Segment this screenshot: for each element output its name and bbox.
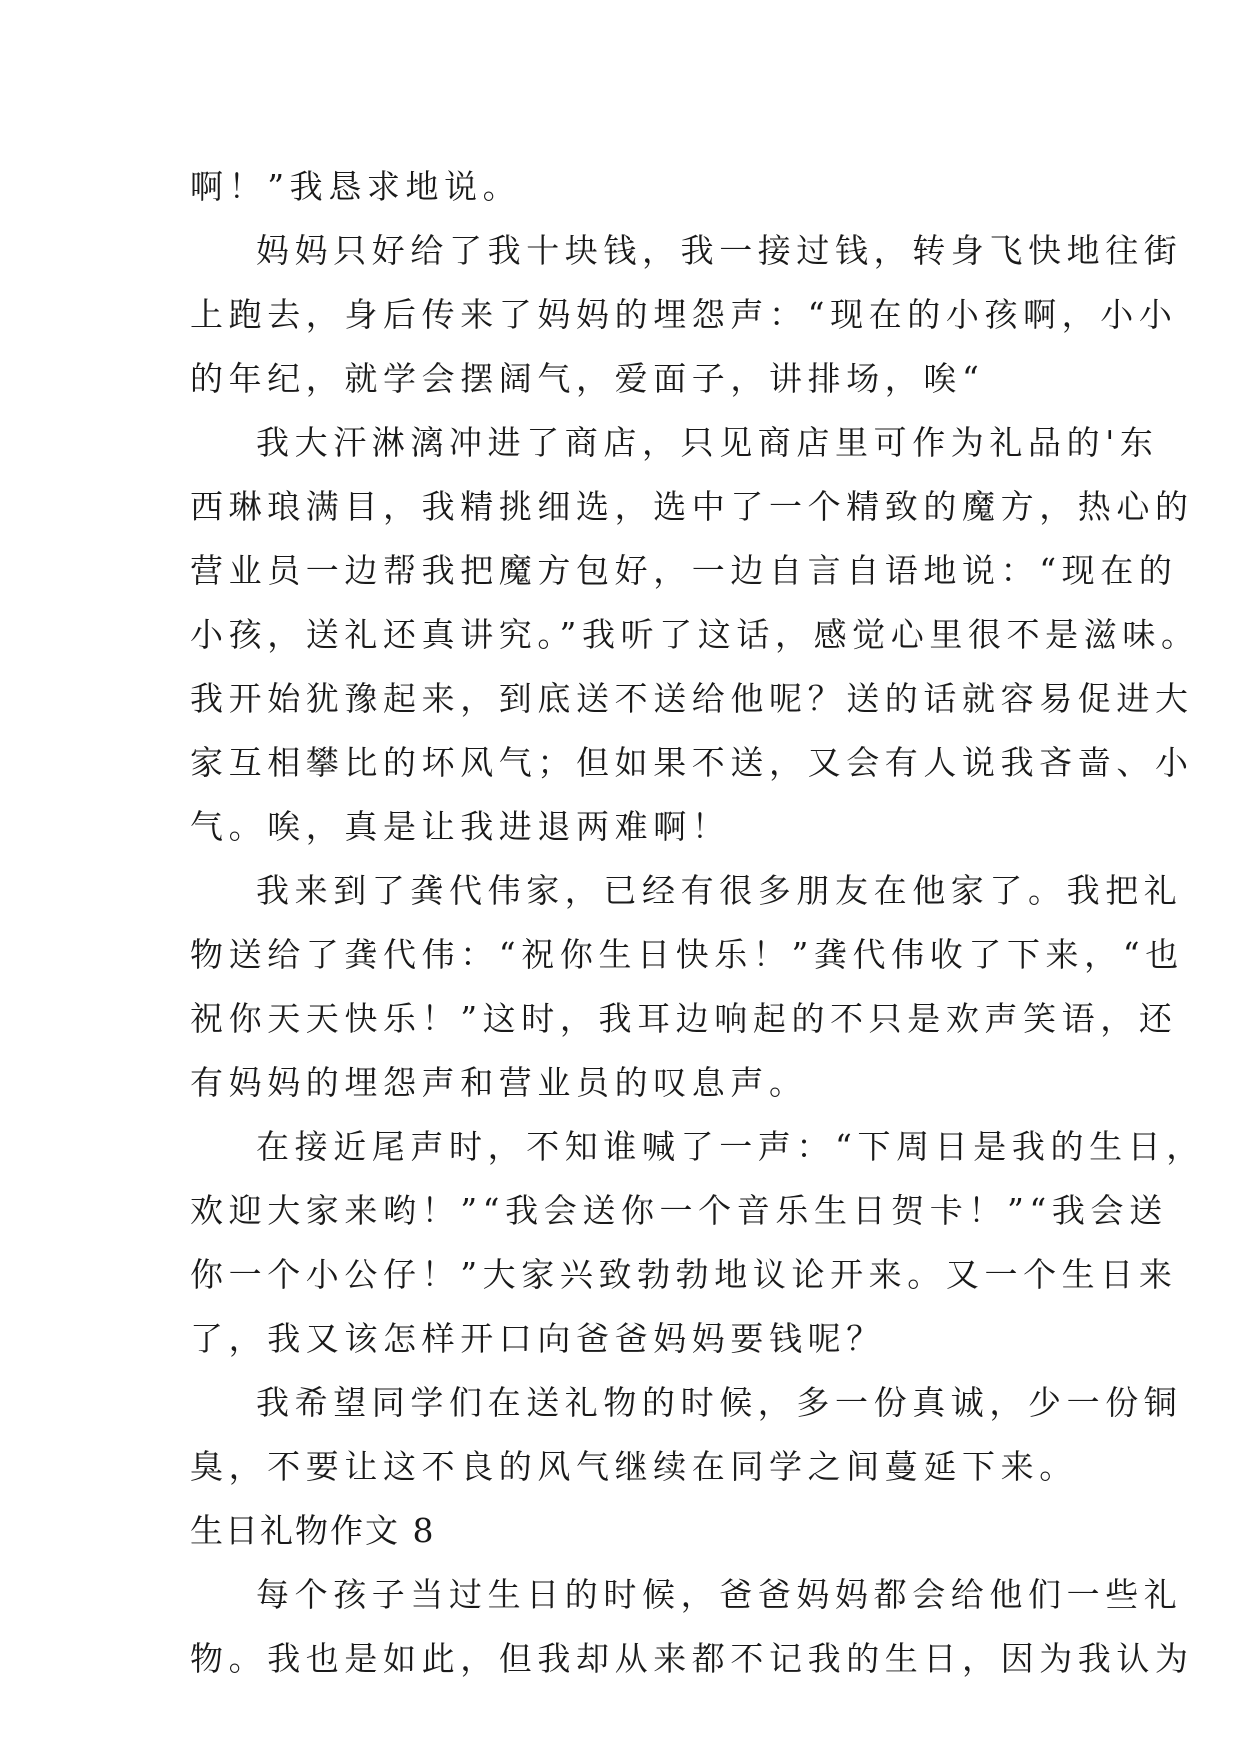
paragraph-start-line: 每个孩子当过生日的时候，爸爸妈妈都会给他们一些礼	[256, 1575, 1183, 1614]
paragraph-start-line: 我来到了龚代伟家，已经有很多朋友在他家了。我把礼	[256, 871, 1183, 910]
text-line: 小孩，送礼还真讲究。”我听了这话，感觉心里很不是滋味。	[190, 615, 1200, 654]
text-line: 气。唉，真是让我进退两难啊！	[190, 807, 731, 846]
text-line: 家互相攀比的坏风气；但如果不送，又会有人说我吝啬、小	[190, 743, 1194, 782]
text-line: 有妈妈的埋怨声和营业员的叹息声。	[190, 1063, 808, 1102]
text-line: 的年纪，就学会摆阔气，爱面子，讲排场，唉“	[190, 359, 985, 398]
text-line: 欢迎大家来哟！”“我会送你一个音乐生日贺卡！”“我会送	[190, 1191, 1168, 1230]
text-line: 物。我也是如此，但我却从来都不记我的生日，因为我认为	[190, 1639, 1194, 1678]
text-line: 你一个小公仔！”大家兴致勃勃地议论开来。又一个生日来	[190, 1255, 1178, 1294]
paragraph-start-line: 我大汗淋漓冲进了商店，只见商店里可作为礼品的'东	[256, 423, 1159, 462]
text-line: 物送给了龚代伟：“祝你生日快乐！”龚代伟收了下来，“也	[190, 935, 1184, 974]
text-line: 啊！”我恳求地说。	[190, 167, 522, 206]
paragraph-start-line: 妈妈只好给了我十块钱，我一接过钱，转身飞快地往街	[256, 231, 1183, 270]
section-heading: 生日礼物作文 8	[190, 1511, 436, 1550]
text-line: 西琳琅满目，我精挑细选，选中了一个精致的魔方，热心的	[190, 487, 1194, 526]
text-line: 了，我又该怎样开口向爸爸妈妈要钱呢？	[190, 1319, 885, 1358]
text-line: 我开始犹豫起来，到底送不送给他呢？送的话就容易促进大	[190, 679, 1194, 718]
paragraph-start-line: 在接近尾声时，不知谁喊了一声：“下周日是我的生日，	[256, 1127, 1205, 1166]
paragraph-start-line: 我希望同学们在送礼物的时候，多一份真诚，少一份铜	[256, 1383, 1183, 1422]
text-line: 营业员一边帮我把魔方包好，一边自言自语地说：“现在的	[190, 551, 1178, 590]
text-line: 祝你天天快乐！”这时，我耳边响起的不只是欢声笑语，还	[190, 999, 1178, 1038]
text-line: 上跑去，身后传来了妈妈的埋怨声：“现在的小孩啊，小小	[190, 295, 1178, 334]
essay-body	[190, 155, 1205, 1691]
text-line: 臭，不要让这不良的风气继续在同学之间蔓延下来。	[190, 1447, 1078, 1486]
